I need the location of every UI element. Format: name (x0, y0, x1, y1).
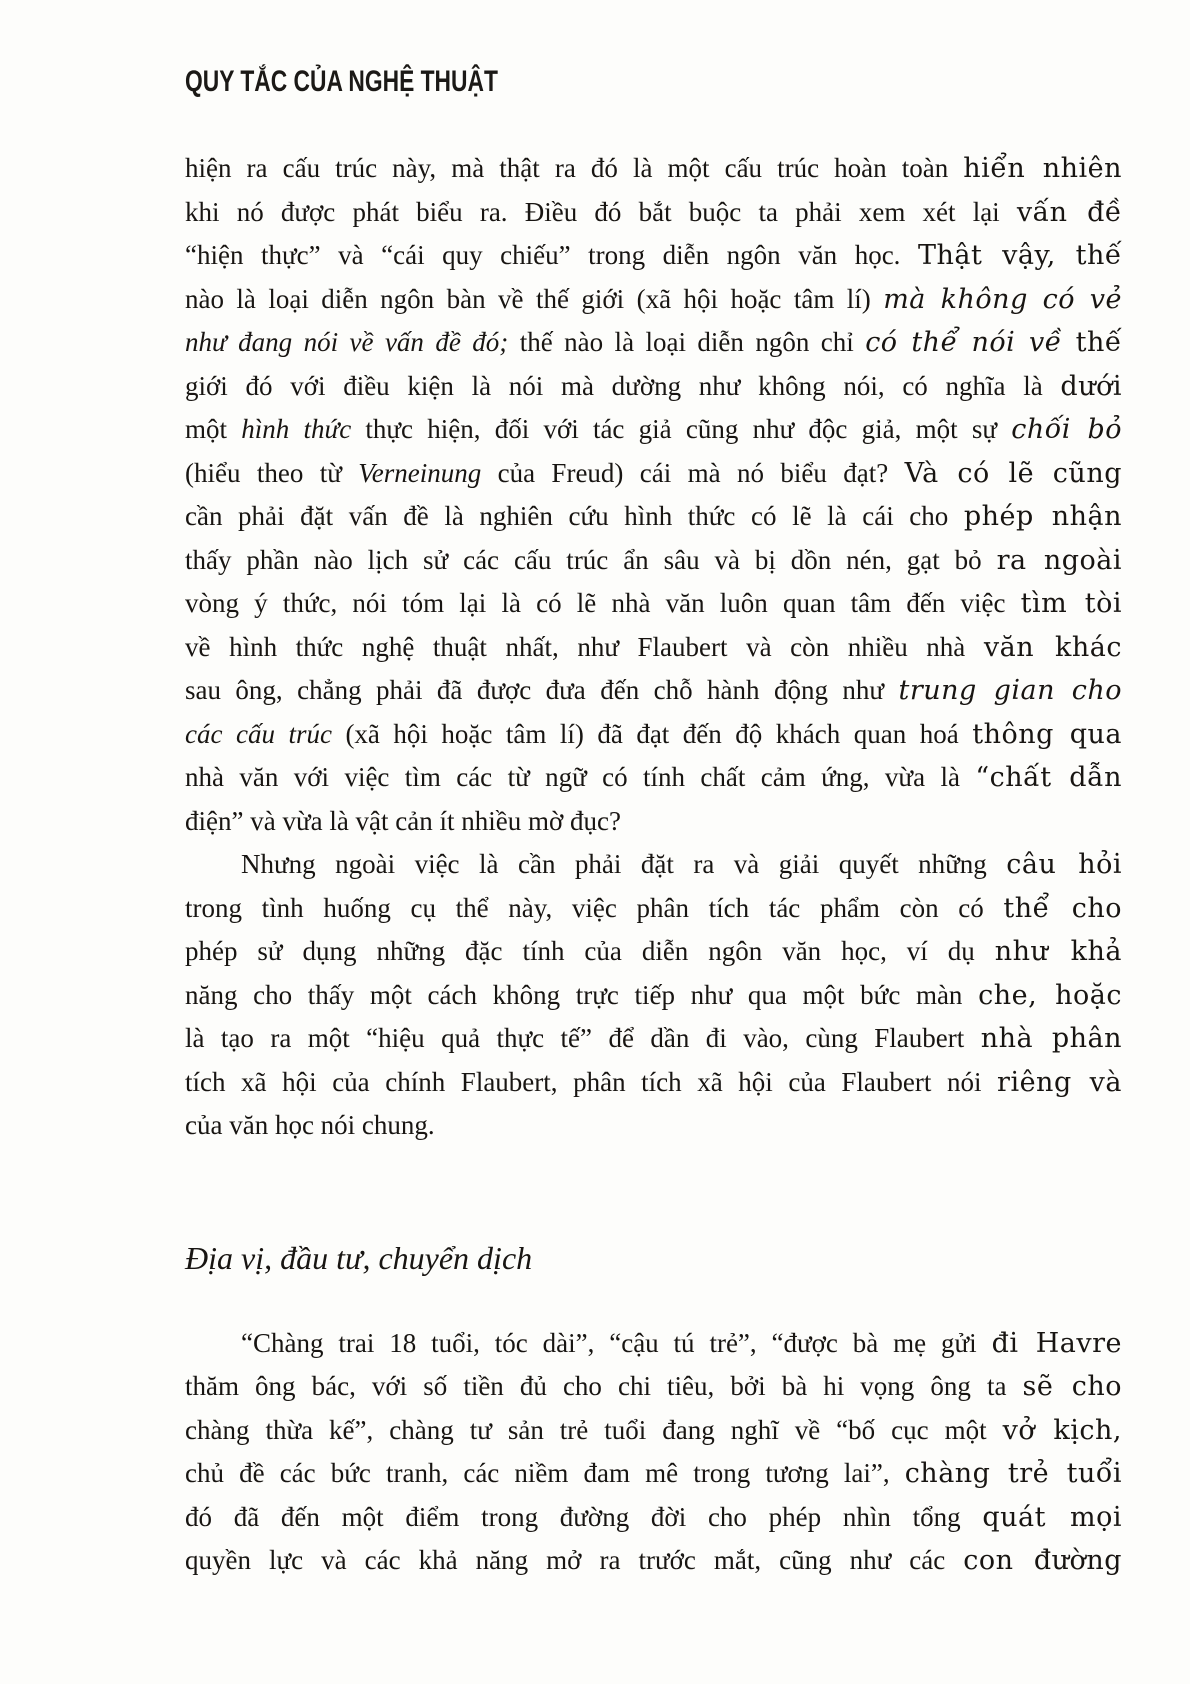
text-segment: của văn học nói chung. (185, 1110, 435, 1140)
text-segment: thế nào là loại diễn ngôn chỉ (519, 327, 866, 357)
text-segment: giới đó với điều kiện là nói mà dường như không nói, có nghĩa là (185, 370, 1061, 401)
text-segment: như đang nói về vấn đề đó; (185, 327, 520, 357)
text-line (185, 1409, 1122, 1453)
section-heading: Địa vị, đầu tư, chuyển dịch (185, 1239, 533, 1276)
text-segment: thông qua (972, 718, 1122, 750)
text-segment: cần phải đặt vấn đề là nghiên cứu hình thức có lẽ là cái cho (185, 501, 964, 531)
text-line (185, 408, 1122, 452)
text-segment: Và có lẽ cũng (904, 457, 1122, 489)
text-segment: trung gian cho (898, 675, 1122, 706)
text-line (185, 365, 1122, 409)
text-segment: thể cho (1003, 892, 1122, 924)
text-line (185, 974, 1122, 1018)
text-segment: trong tình huống cụ thể này, việc phân tích tác phẩm còn có (185, 892, 1004, 923)
text-line (185, 321, 1122, 365)
text-segment: thấy phần nào lịch sử các cấu trúc ẩn sâu và bị dồn nén, gạt bỏ (185, 544, 997, 575)
text-segment: về hình thức nghệ thuật nhất, như Flaubert và còn nhiều nhà (185, 631, 984, 662)
text-segment: nào là loại diễn ngôn bàn về thế giới (xã hội hoặc tâm lí) (185, 283, 884, 314)
text-line (185, 1365, 1122, 1409)
text-segment: câu hỏi (1006, 849, 1122, 880)
text-segment: tích xã hội của chính Flaubert, phân tích xã hội của Flaubert nói (185, 1066, 998, 1097)
text-segment: chối bỏ (1011, 414, 1122, 445)
text-line (185, 1322, 1122, 1366)
page-body (185, 147, 1122, 1583)
text-segment: ra ngoài (996, 544, 1122, 576)
text-line (185, 1452, 1122, 1496)
paragraph-1 (185, 147, 1122, 843)
paragraph-2 (185, 843, 1122, 1148)
text-segment: là tạo ra một “hiệu quả thực tế” để dần đi vào, cùng Flaubert (185, 1023, 981, 1053)
text-segment: đó đã đến một điểm trong đường đời cho phép nhìn tổng (185, 1501, 983, 1532)
text-segment: phép nhận (963, 501, 1122, 532)
text-segment: nhà văn với việc tìm các từ ngữ có tính chất cảm ứng, vừa là (185, 762, 976, 792)
text-segment: vở kịch, (1002, 1414, 1122, 1446)
text-line (185, 495, 1122, 539)
text-segment: đi Havre (991, 1327, 1122, 1359)
text-line (185, 191, 1122, 235)
text-segment: như khả (994, 936, 1122, 967)
text-segment: riêng và (997, 1066, 1122, 1098)
text-segment: (hiểu theo từ (185, 457, 359, 488)
text-segment: các cấu trúc (185, 718, 346, 749)
text-segment: tìm tòi (1020, 588, 1122, 619)
text-segment: sau ông, chẳng phải đã được đưa đến chỗ hành động như (185, 675, 899, 705)
text-line (185, 452, 1122, 496)
text-segment: nhà phân (980, 1023, 1122, 1054)
text-segment: của Freud) cái mà nó biểu đạt? (497, 457, 905, 488)
text-line (185, 582, 1122, 626)
text-segment: hiển nhiên (963, 153, 1122, 184)
text-line (185, 539, 1122, 583)
text-segment: “Chàng trai 18 tuổi, tóc dài”, “cậu tú trẻ”, “được bà mẹ gửi (241, 1327, 992, 1358)
text-segment: dưới (1060, 370, 1122, 402)
text-line (185, 756, 1122, 800)
text-line (185, 669, 1122, 713)
text-line (185, 278, 1122, 322)
text-segment: “hiện thực” và “cái quy chiếu” trong diễn ngôn văn học. (185, 240, 918, 270)
text-segment: văn khác (983, 631, 1122, 663)
text-segment: vấn đề (1016, 196, 1122, 228)
text-segment: sẽ cho (1022, 1371, 1122, 1402)
text-segment: con đường (963, 1545, 1122, 1576)
paragraph-3 (185, 1322, 1122, 1583)
text-segment: Verneinung (358, 457, 498, 488)
text-segment: quát mọi (982, 1501, 1122, 1533)
text-segment: khi nó được phát biểu ra. Điều đó bắt buộc ta phải xem xét lại (185, 196, 1017, 227)
text-segment: năng cho thấy một cách không trực tiếp như qua một bức màn (185, 979, 979, 1010)
text-line (185, 1539, 1122, 1583)
text-line (185, 1061, 1122, 1105)
text-line (185, 147, 1122, 191)
text-segment: hiện ra cấu trúc này, mà thật ra đó là một cấu trúc hoàn toàn (185, 153, 964, 183)
text-segment: che, hoặc (978, 979, 1122, 1011)
text-segment: thực hiện, đối với tác giả cũng như độc giả, một sự (365, 414, 1012, 444)
text-line (185, 1017, 1122, 1061)
text-segment: chàng trẻ tuổi (904, 1458, 1122, 1489)
text-segment: chủ đề các bức tranh, các niềm đam mê trong tương lai”, (185, 1458, 905, 1488)
text-line (185, 800, 1122, 844)
text-segment: mà không có vẻ (883, 283, 1122, 315)
running-head: QUY TẮC CỦA NGHỆ THUẬT (185, 65, 498, 98)
text-segment: phép sử dụng những đặc tính của diễn ngôn văn học, ví dụ (185, 936, 995, 966)
text-line (185, 713, 1122, 757)
text-segment: một (185, 414, 242, 444)
text-segment: Thật vậy, thế (917, 240, 1122, 271)
text-segment: điện” và vừa là vật cản ít nhiều mờ đục? (185, 805, 621, 836)
text-line (185, 1496, 1122, 1540)
text-line (185, 626, 1122, 670)
text-segment: (xã hội hoặc tâm lí) đã đạt đến độ khách quan hoá (345, 718, 973, 749)
text-line (185, 930, 1122, 974)
text-segment: “chất dẫn (975, 762, 1122, 793)
text-segment: thế (1075, 327, 1122, 358)
text-segment: vòng ý thức, nói tóm lại là có lẽ nhà văn luôn quan tâm đến việc (185, 588, 1021, 618)
text-line (185, 1104, 1122, 1148)
text-line (185, 843, 1122, 887)
text-segment: hình thức (241, 414, 366, 444)
text-segment: chàng thừa kế”, chàng tư sản trẻ tuổi đang nghĩ về “bố cục một (185, 1414, 1003, 1445)
text-segment: Nhưng ngoài việc là cần phải đặt ra và giải quyết những (241, 849, 1007, 879)
text-line (185, 234, 1122, 278)
text-segment: thăm ông bác, với số tiền đủ cho chi tiêu, bởi bà hi vọng ông ta (185, 1371, 1023, 1401)
text-line (185, 887, 1122, 931)
text-segment: quyền lực và các khả năng mở ra trước mắt, cũng như các (185, 1545, 964, 1575)
text-segment: có thể nói về (865, 327, 1076, 358)
